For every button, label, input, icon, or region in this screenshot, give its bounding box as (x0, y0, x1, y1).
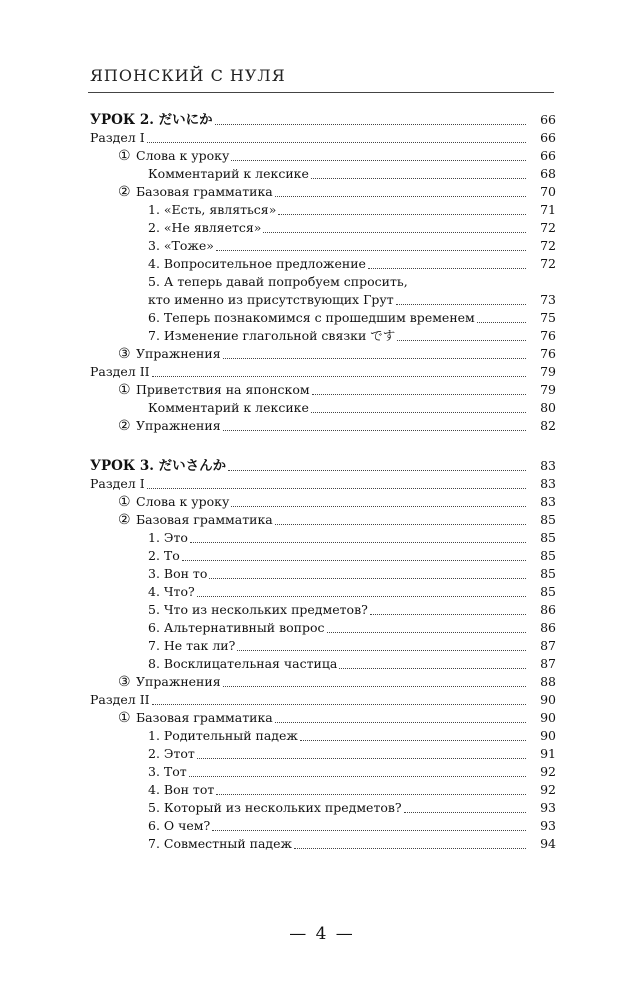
toc-entry-row (90, 219, 556, 237)
toc-page-number: 87 (540, 638, 556, 653)
running-head: ЯПОНСКИЙ С НУЛЯ (90, 66, 286, 85)
toc-entry-text: 4. Вон тот (148, 782, 215, 797)
toc-entry-text: Раздел I (90, 476, 145, 491)
dot-leader (477, 322, 526, 323)
toc-entry-row (90, 565, 556, 583)
toc-entry-text: 1. Это (148, 530, 188, 545)
dot-leader (209, 578, 526, 579)
toc-entry-row (90, 381, 556, 399)
toc-page-number: 94 (540, 836, 556, 851)
toc-entry-row (90, 637, 556, 655)
toc-entry-row (90, 547, 556, 565)
dot-leader (216, 794, 526, 795)
toc-entry-row (90, 273, 556, 291)
dot-leader (404, 812, 526, 813)
circled-number: ③ (118, 674, 131, 690)
toc-entry-title (148, 781, 214, 799)
toc-entry-text: 7. Не так ли? (148, 638, 236, 653)
toc-entry-text: Базовая грамматика (136, 512, 273, 527)
toc-page-number: 82 (540, 418, 556, 433)
toc-entry-title (148, 255, 366, 273)
toc-entry-text: 3. Тот (148, 764, 187, 779)
toc-entry-text: Комментарий к лексике (148, 400, 309, 415)
toc-entry-text: 8. Восклицательная частица (148, 656, 338, 671)
toc-entry-text: УРОК 2. だいにか (90, 112, 213, 128)
toc-page-number: 92 (540, 782, 556, 797)
toc-entry-title (118, 183, 273, 201)
circled-number: ② (118, 512, 131, 528)
toc-page-number: 66 (540, 148, 556, 163)
toc-entry-text: 5. А теперь давай попробуем спросить, (148, 274, 408, 289)
toc-entry-row (90, 727, 556, 745)
toc-entry-title (148, 619, 325, 637)
dot-leader (228, 470, 526, 471)
toc-page-number: 91 (540, 746, 556, 761)
toc-entry-title (148, 219, 261, 237)
toc-entry-text: Раздел II (90, 692, 150, 707)
dot-leader (300, 740, 526, 741)
toc-entry-text: 3. «Тоже» (148, 238, 214, 253)
toc-page-number: 86 (540, 620, 556, 635)
toc-entry-text: 2. «Не является» (148, 220, 262, 235)
dot-leader (212, 830, 526, 831)
dot-leader (182, 560, 526, 561)
toc-page-number: 72 (540, 238, 556, 253)
toc-entry-text: Упражнения (136, 418, 221, 433)
dot-leader (231, 506, 526, 507)
toc-entry-title (148, 237, 214, 255)
toc-entry-text: 1. «Есть, являться» (148, 202, 277, 217)
dot-leader (237, 650, 526, 651)
header-rule (88, 92, 554, 93)
dot-leader (275, 524, 526, 525)
dot-leader (189, 776, 526, 777)
toc-page-number: 93 (540, 818, 556, 833)
toc-page-number: 85 (540, 530, 556, 545)
toc-entry-text: Раздел I (90, 130, 145, 145)
table-of-contents (90, 111, 556, 853)
toc-entry-title (148, 201, 276, 219)
toc-entry-text: 1. Родительный падеж (148, 728, 298, 743)
toc-entry-text: Раздел II (90, 364, 150, 379)
toc-entry-title (118, 345, 221, 363)
dot-leader (294, 848, 526, 849)
toc-entry-title (90, 691, 150, 709)
circled-number: ① (118, 494, 131, 510)
circled-number: ① (118, 148, 131, 164)
toc-entry-text: Комментарий к лексике (148, 166, 309, 181)
toc-entry-row (90, 363, 556, 381)
dot-leader (215, 124, 526, 125)
toc-entry-title (148, 601, 368, 619)
toc-entry-row (90, 147, 556, 165)
toc-page-number: 76 (540, 328, 556, 343)
dot-leader (370, 614, 526, 615)
toc-entry-title (148, 165, 309, 183)
toc-entry-row (90, 291, 556, 309)
toc-entry-title (148, 583, 195, 601)
circled-number: ② (118, 418, 131, 434)
toc-entry-row (90, 399, 556, 417)
toc-page-number: 83 (540, 494, 556, 509)
circled-number: ① (118, 382, 131, 398)
toc-entry-text: 7. Совместный падеж (148, 836, 293, 851)
toc-entry-text: кто именно из присутствующих Грут (148, 292, 394, 307)
dot-leader (147, 142, 526, 143)
dot-leader (152, 376, 526, 377)
dot-leader (396, 304, 526, 305)
toc-page-number: 85 (540, 584, 556, 599)
toc-entry-text: 5. Который из нескольких предметов? (148, 800, 402, 815)
toc-entry-row (90, 691, 556, 709)
toc-entry-text: Приветствия на японском (136, 382, 310, 397)
toc-entry-title (118, 381, 310, 399)
toc-entry-title (148, 291, 394, 309)
toc-page-number: 85 (540, 548, 556, 563)
toc-entry-title (90, 457, 226, 475)
dot-leader (223, 358, 526, 359)
toc-entry-title (90, 129, 145, 147)
toc-page-number: 87 (540, 656, 556, 671)
toc-page-number: 70 (540, 184, 556, 199)
toc-page-number: 83 (540, 458, 556, 473)
toc-entry-title (148, 727, 298, 745)
toc-page-number: 90 (540, 728, 556, 743)
toc-entry-title (90, 363, 150, 381)
toc-page-number: 66 (540, 130, 556, 145)
toc-entry-title (148, 565, 207, 583)
toc-entry-row (90, 655, 556, 673)
toc-entry-row (90, 327, 556, 345)
toc-page-number: 86 (540, 602, 556, 617)
dot-leader (263, 232, 526, 233)
dot-leader (275, 196, 526, 197)
toc-entry-title (148, 309, 475, 327)
toc-page-number: 90 (540, 692, 556, 707)
toc-entry-text: Базовая грамматика (136, 184, 273, 199)
toc-entry-title (148, 327, 395, 345)
toc-lesson-row (90, 457, 556, 475)
toc-entry-text: Базовая грамматика (136, 710, 273, 725)
toc-entry-title (148, 817, 210, 835)
toc-page-number: 92 (540, 764, 556, 779)
toc-entry-text: 2. Этот (148, 746, 195, 761)
toc-page-number: 79 (540, 364, 556, 379)
toc-entry-row (90, 763, 556, 781)
toc-page-number: 73 (540, 292, 556, 307)
toc-entry-row (90, 255, 556, 273)
dot-leader (197, 758, 526, 759)
dot-leader (216, 250, 526, 251)
toc-entry-row (90, 309, 556, 327)
toc-entry-text: 6. Теперь познакомимся с прошедшим временем (148, 310, 475, 325)
toc-entry-title (90, 111, 213, 129)
toc-entry-text: 6. Альтернативный вопрос (148, 620, 325, 635)
dot-leader (223, 686, 526, 687)
toc-entry-text: 2. То (148, 548, 180, 563)
toc-entry-row (90, 475, 556, 493)
toc-entry-title (148, 637, 235, 655)
toc-entry-row (90, 183, 556, 201)
toc-entry-text: Слова к уроку (136, 494, 230, 509)
dot-leader (327, 632, 526, 633)
toc-page-number: 93 (540, 800, 556, 815)
toc-entry-row (90, 129, 556, 147)
toc-page-number: 66 (540, 112, 556, 127)
toc-entry-row (90, 583, 556, 601)
dot-leader (312, 394, 526, 395)
toc-entry-row (90, 799, 556, 817)
toc-entry-row (90, 529, 556, 547)
toc-entry-title (148, 835, 292, 853)
circled-number: ① (118, 710, 131, 726)
toc-entry-row (90, 345, 556, 363)
toc-spacer (90, 435, 556, 457)
toc-entry-title (118, 709, 273, 727)
toc-entry-row (90, 165, 556, 183)
dot-leader (275, 722, 526, 723)
dot-leader (197, 596, 526, 597)
toc-page-number: 85 (540, 512, 556, 527)
toc-entry-title (118, 511, 273, 529)
page-number: — 4 — (289, 924, 355, 944)
dot-leader (152, 704, 526, 705)
toc-entry-text: 7. Изменение глагольной связки です (148, 328, 396, 343)
toc-page-number: 71 (540, 202, 556, 217)
toc-entry-text: 6. О чем? (148, 818, 211, 833)
toc-entry-row (90, 709, 556, 727)
dot-leader (311, 412, 526, 413)
toc-page-number: 68 (540, 166, 556, 181)
toc-entry-title (148, 399, 309, 417)
toc-page-number: 72 (540, 220, 556, 235)
toc-entry-row (90, 201, 556, 219)
toc-entry-title (148, 529, 188, 547)
toc-entry-text: 3. Вон то (148, 566, 208, 581)
toc-entry-row (90, 417, 556, 435)
toc-entry-row (90, 493, 556, 511)
toc-entry-title (118, 493, 229, 511)
toc-entry-title (90, 475, 145, 493)
toc-page-number: 79 (540, 382, 556, 397)
toc-entry-row (90, 601, 556, 619)
circled-number: ② (118, 184, 131, 200)
toc-entry-row (90, 511, 556, 529)
toc-page-number: 83 (540, 476, 556, 491)
toc-lesson-row (90, 111, 556, 129)
toc-entry-title (118, 417, 221, 435)
toc-entry-row (90, 745, 556, 763)
toc-entry-title (118, 147, 229, 165)
dot-leader (223, 430, 526, 431)
toc-entry-title (148, 763, 187, 781)
toc-entry-text: 4. Что? (148, 584, 195, 599)
dot-leader (231, 160, 526, 161)
toc-entry-title (148, 745, 195, 763)
dot-leader (278, 214, 526, 215)
toc-entry-title (118, 673, 221, 691)
toc-entry-row (90, 835, 556, 853)
toc-entry-row (90, 817, 556, 835)
toc-page-number: 88 (540, 674, 556, 689)
toc-entry-text: Слова к уроку (136, 148, 230, 163)
dot-leader (190, 542, 526, 543)
toc-entry-row (90, 619, 556, 637)
toc-entry-text: 4. Вопросительное предложение (148, 256, 366, 271)
dot-leader (368, 268, 526, 269)
toc-entry-text: Упражнения (136, 346, 221, 361)
dot-leader (397, 340, 526, 341)
dot-leader (147, 488, 526, 489)
toc-page-number: 85 (540, 566, 556, 581)
toc-entry-title (148, 799, 402, 817)
toc-page-number: 76 (540, 346, 556, 361)
toc-entry-row (90, 673, 556, 691)
toc-page-number: 75 (540, 310, 556, 325)
toc-entry-text: УРОК 3. だいさんか (90, 458, 227, 474)
toc-entry-row (90, 781, 556, 799)
toc-entry-title (148, 655, 337, 673)
circled-number: ③ (118, 346, 131, 362)
toc-page-number: 80 (540, 400, 556, 415)
toc-entry-title (148, 273, 408, 291)
dot-leader (339, 668, 526, 669)
dot-leader (311, 178, 526, 179)
toc-entry-text: 5. Что из нескольких предметов? (148, 602, 368, 617)
toc-page-number: 72 (540, 256, 556, 271)
toc-entry-row (90, 237, 556, 255)
toc-page-number: 90 (540, 710, 556, 725)
toc-entry-title (148, 547, 180, 565)
toc-entry-text: Упражнения (136, 674, 221, 689)
